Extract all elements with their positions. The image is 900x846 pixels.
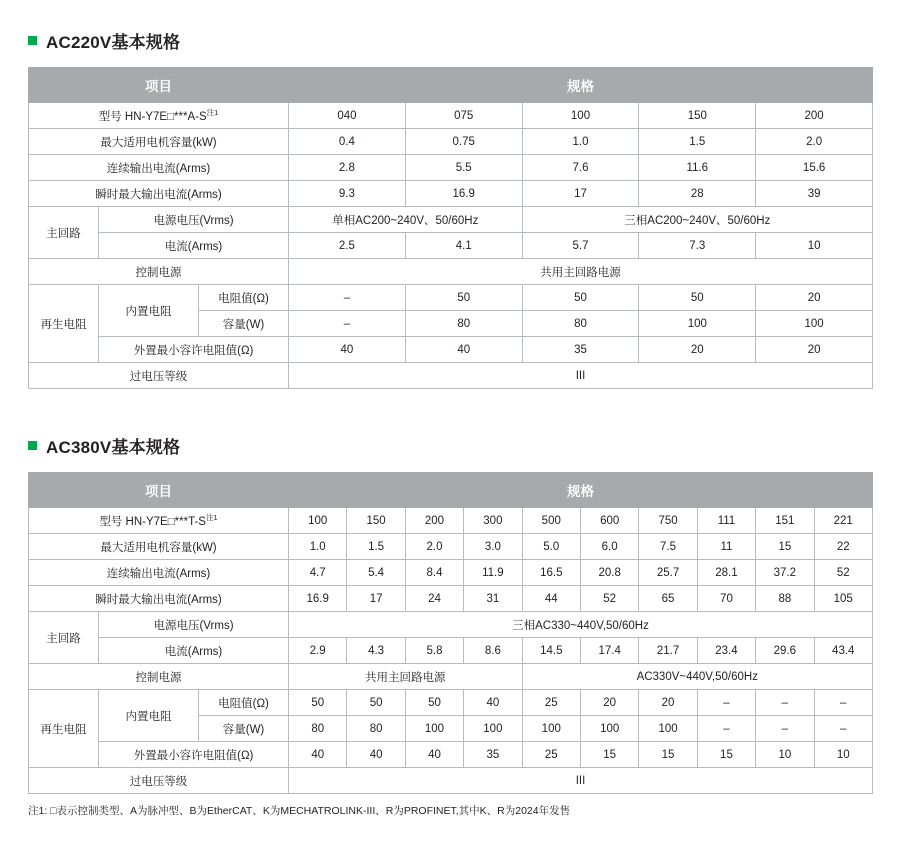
cell-supply-voltage-1: 三相AC200~240V、50/60Hz <box>522 207 872 233</box>
cell-peak-current-4: 39 <box>756 181 873 207</box>
cell-capacity-4: 100 <box>522 716 580 742</box>
cell-cont-current-2: 8.4 <box>405 560 463 586</box>
cell-external-min-1: 40 <box>347 742 405 768</box>
cell-cont-current-4: 16.5 <box>522 560 580 586</box>
cell-cont-current-0: 2.8 <box>289 155 406 181</box>
cell-capacity-6: 100 <box>639 716 697 742</box>
cell-supply-voltage-0: 单相AC200~240V、50/60Hz <box>289 207 523 233</box>
square-bullet-icon <box>28 36 37 45</box>
cell-current-0: 2.9 <box>289 638 347 664</box>
cell-external-min-9: 10 <box>814 742 872 768</box>
cell-model-4: 500 <box>522 508 580 534</box>
cell-capacity-9: – <box>814 716 872 742</box>
group-label-builtin-resistor: 内置电阻 <box>99 285 199 337</box>
spec-sheet-page <box>0 28 900 846</box>
cell-resistance-0: – <box>289 285 406 311</box>
cell-peak-current-2: 17 <box>522 181 639 207</box>
cell-cont-current-1: 5.4 <box>347 560 405 586</box>
cell-peak-current-3: 31 <box>464 586 522 612</box>
section-title-text: AC380V基本规格 <box>46 438 181 457</box>
cell-peak-current-5: 52 <box>580 586 638 612</box>
cell-model-2: 100 <box>522 103 639 129</box>
table-row-overvoltage <box>29 363 873 389</box>
cell-current-1: 4.1 <box>405 233 522 259</box>
cell-resistance-3: 50 <box>639 285 756 311</box>
section-title-text: AC220V基本规格 <box>46 33 181 52</box>
cell-model-7: 111 <box>697 508 755 534</box>
cell-resistance-0: 50 <box>289 690 347 716</box>
square-bullet-icon <box>28 441 37 450</box>
cell-current-2: 5.7 <box>522 233 639 259</box>
group-label-regen-resistor: 再生电阻 <box>29 690 99 768</box>
cell-external-min-3: 35 <box>464 742 522 768</box>
cell-resistance-3: 40 <box>464 690 522 716</box>
cell-current-3: 8.6 <box>464 638 522 664</box>
table-row-control-power <box>29 259 873 285</box>
row-label-cont-current: 连续输出电流(Arms) <box>29 560 289 586</box>
row-label-external-min: 外置最小容许电阻值(Ω) <box>99 337 289 363</box>
cell-supply-voltage: 三相AC330~440V,50/60Hz <box>289 612 873 638</box>
cell-capacity-7: – <box>697 716 755 742</box>
table-header-row <box>29 68 873 103</box>
footnote-text: 注1: □表示控制类型、A为脉冲型、B为EtherCAT、K为MECHATROLINK-III、R为PROFINET,其中K、R为2024年发售 <box>28 805 571 817</box>
cell-resistance-1: 50 <box>405 285 522 311</box>
cell-current-4: 14.5 <box>522 638 580 664</box>
cell-model-0: 040 <box>289 103 406 129</box>
cell-cont-current-1: 5.5 <box>405 155 522 181</box>
table-row-external-min <box>29 742 873 768</box>
row-label-external-min: 外置最小容许电阻值(Ω) <box>99 742 289 768</box>
cell-peak-current-6: 65 <box>639 586 697 612</box>
cell-peak-current-9: 105 <box>814 586 872 612</box>
cell-model-4: 200 <box>756 103 873 129</box>
cell-resistance-2: 50 <box>522 285 639 311</box>
cell-capacity-2: 100 <box>405 716 463 742</box>
cell-peak-current-8: 88 <box>756 586 814 612</box>
cell-capacity-8: – <box>756 716 814 742</box>
table-ac380v-specs <box>28 472 873 794</box>
cell-external-min-3: 20 <box>639 337 756 363</box>
cell-external-min-4: 25 <box>522 742 580 768</box>
group-label-main-circuit: 主回路 <box>29 612 99 664</box>
table-row-supply-voltage <box>29 207 873 233</box>
row-label-control-power: 控制电源 <box>29 259 289 285</box>
table-row-model <box>29 508 873 534</box>
cell-external-min-0: 40 <box>289 337 406 363</box>
cell-cont-current-4: 15.6 <box>756 155 873 181</box>
row-label-current: 电流(Arms) <box>99 233 289 259</box>
cell-capacity-3: 100 <box>639 311 756 337</box>
cell-control-power-1: AC330V~440V,50/60Hz <box>522 664 872 690</box>
table-row-peak-current <box>29 586 873 612</box>
cell-current-5: 17.4 <box>580 638 638 664</box>
cell-peak-current-7: 70 <box>697 586 755 612</box>
cell-model-3: 300 <box>464 508 522 534</box>
header-spec: 规格 <box>289 68 873 103</box>
row-label-control-power: 控制电源 <box>29 664 289 690</box>
table-row-cont-current <box>29 560 873 586</box>
cell-model-0: 100 <box>289 508 347 534</box>
cell-external-min-2: 40 <box>405 742 463 768</box>
cell-motor-capacity-1: 0.75 <box>405 129 522 155</box>
cell-resistance-7: – <box>697 690 755 716</box>
cell-external-min-8: 10 <box>756 742 814 768</box>
cell-model-1: 150 <box>347 508 405 534</box>
cell-capacity-1: 80 <box>405 311 522 337</box>
table-row-cont-current <box>29 155 873 181</box>
row-label-motor-capacity: 最大适用电机容量(kW) <box>29 534 289 560</box>
cell-resistance-6: 20 <box>639 690 697 716</box>
cell-external-min-6: 15 <box>639 742 697 768</box>
cell-cont-current-8: 37.2 <box>756 560 814 586</box>
cell-capacity-1: 80 <box>347 716 405 742</box>
cell-resistance-2: 50 <box>405 690 463 716</box>
cell-motor-capacity-3: 1.5 <box>639 129 756 155</box>
cell-control-power-0: 共用主回路电源 <box>289 664 523 690</box>
cell-motor-capacity-0: 1.0 <box>289 534 347 560</box>
cell-external-min-2: 35 <box>522 337 639 363</box>
cell-capacity-4: 100 <box>756 311 873 337</box>
cell-resistance-5: 20 <box>580 690 638 716</box>
cell-resistance-4: 20 <box>756 285 873 311</box>
table-row-overvoltage <box>29 768 873 794</box>
cell-peak-current-2: 24 <box>405 586 463 612</box>
cell-current-4: 10 <box>756 233 873 259</box>
cell-cont-current-3: 11.9 <box>464 560 522 586</box>
row-label-peak-current: 瞬时最大输出电流(Arms) <box>29 586 289 612</box>
cell-motor-capacity-4: 5.0 <box>522 534 580 560</box>
table-row-motor-capacity <box>29 129 873 155</box>
cell-peak-current-1: 16.9 <box>405 181 522 207</box>
cell-peak-current-0: 9.3 <box>289 181 406 207</box>
cell-resistance-8: – <box>756 690 814 716</box>
cell-motor-capacity-0: 0.4 <box>289 129 406 155</box>
cell-cont-current-0: 4.7 <box>289 560 347 586</box>
row-label-resistance: 电阻值(Ω) <box>199 285 289 311</box>
table-row-resistance <box>29 690 873 716</box>
header-item: 项目 <box>29 68 289 103</box>
row-label-peak-current: 瞬时最大输出电流(Arms) <box>29 181 289 207</box>
cell-resistance-4: 25 <box>522 690 580 716</box>
cell-resistance-9: – <box>814 690 872 716</box>
cell-model-8: 151 <box>756 508 814 534</box>
cell-model-2: 200 <box>405 508 463 534</box>
row-label-capacity: 容量(W) <box>199 716 289 742</box>
group-label-regen-resistor: 再生电阻 <box>29 285 99 363</box>
cell-peak-current-0: 16.9 <box>289 586 347 612</box>
row-label-model: 型号 $HN-Y7E□***A-S^{注1}$ <box>29 103 289 129</box>
cell-cont-current-7: 28.1 <box>697 560 755 586</box>
table-ac220v-specs <box>28 67 873 389</box>
table-row-external-min <box>29 337 873 363</box>
cell-overvoltage: III <box>289 363 873 389</box>
cell-motor-capacity-3: 3.0 <box>464 534 522 560</box>
cell-motor-capacity-1: 1.5 <box>347 534 405 560</box>
table-row-resistance <box>29 285 873 311</box>
cell-external-min-7: 15 <box>697 742 755 768</box>
cell-cont-current-6: 25.7 <box>639 560 697 586</box>
cell-overvoltage: III <box>289 768 873 794</box>
cell-model-3: 150 <box>639 103 756 129</box>
cell-motor-capacity-6: 7.5 <box>639 534 697 560</box>
table-row-control-power <box>29 664 873 690</box>
cell-capacity-5: 100 <box>580 716 638 742</box>
cell-control-power: 共用主回路电源 <box>289 259 873 285</box>
header-spec: 规格 <box>289 473 873 508</box>
row-label-resistance: 电阻值(Ω) <box>199 690 289 716</box>
cell-capacity-3: 100 <box>464 716 522 742</box>
footnote-marker: 注1 <box>205 513 218 523</box>
row-label-motor-capacity: 最大适用电机容量(kW) <box>29 129 289 155</box>
table-row-current <box>29 638 873 664</box>
cell-resistance-1: 50 <box>347 690 405 716</box>
cell-cont-current-5: 20.8 <box>580 560 638 586</box>
cell-external-min-5: 15 <box>580 742 638 768</box>
cell-current-1: 4.3 <box>347 638 405 664</box>
group-label-builtin-resistor: 内置电阻 <box>99 690 199 742</box>
cell-external-min-1: 40 <box>405 337 522 363</box>
cell-capacity-0: – <box>289 311 406 337</box>
table-row-peak-current <box>29 181 873 207</box>
cell-current-7: 23.4 <box>697 638 755 664</box>
row-label-overvoltage: 过电压等级 <box>29 363 289 389</box>
cell-model-1: 075 <box>405 103 522 129</box>
header-item: 项目 <box>29 473 289 508</box>
table-header-row <box>29 473 873 508</box>
group-label-main-circuit: 主回路 <box>29 207 99 259</box>
cell-motor-capacity-4: 2.0 <box>756 129 873 155</box>
cell-motor-capacity-2: 2.0 <box>405 534 463 560</box>
cell-external-min-4: 20 <box>756 337 873 363</box>
row-label-supply-voltage: 电源电压(Vrms) <box>99 207 289 233</box>
cell-current-3: 7.3 <box>639 233 756 259</box>
cell-cont-current-3: 11.6 <box>639 155 756 181</box>
cell-model-9: 221 <box>814 508 872 534</box>
cell-cont-current-9: 52 <box>814 560 872 586</box>
cell-peak-current-4: 44 <box>522 586 580 612</box>
cell-peak-current-1: 17 <box>347 586 405 612</box>
cell-motor-capacity-9: 22 <box>814 534 872 560</box>
table-row-model <box>29 103 873 129</box>
row-label-cont-current: 连续输出电流(Arms) <box>29 155 289 181</box>
cell-current-9: 43.4 <box>814 638 872 664</box>
cell-external-min-0: 40 <box>289 742 347 768</box>
row-label-overvoltage: 过电压等级 <box>29 768 289 794</box>
cell-motor-capacity-2: 1.0 <box>522 129 639 155</box>
cell-peak-current-3: 28 <box>639 181 756 207</box>
cell-current-0: 2.5 <box>289 233 406 259</box>
table-row-current <box>29 233 873 259</box>
section-title-ac380v <box>28 433 872 458</box>
cell-motor-capacity-7: 11 <box>697 534 755 560</box>
row-label-model: 型号 $HN-Y7E□***T-S^{注1}$ <box>29 508 289 534</box>
cell-motor-capacity-8: 15 <box>756 534 814 560</box>
cell-capacity-0: 80 <box>289 716 347 742</box>
footnote-marker: 注1 <box>206 108 219 118</box>
table-row-motor-capacity <box>29 534 873 560</box>
cell-motor-capacity-5: 6.0 <box>580 534 638 560</box>
row-label-supply-voltage: 电源电压(Vrms) <box>99 612 289 638</box>
cell-capacity-2: 80 <box>522 311 639 337</box>
cell-current-2: 5.8 <box>405 638 463 664</box>
cell-current-8: 29.6 <box>756 638 814 664</box>
section-title-ac220v <box>28 28 872 53</box>
cell-current-6: 21.7 <box>639 638 697 664</box>
cell-cont-current-2: 7.6 <box>522 155 639 181</box>
cell-model-5: 600 <box>580 508 638 534</box>
table-row-supply-voltage <box>29 612 873 638</box>
cell-model-6: 750 <box>639 508 697 534</box>
row-label-current: 电流(Arms) <box>99 638 289 664</box>
row-label-capacity: 容量(W) <box>199 311 289 337</box>
